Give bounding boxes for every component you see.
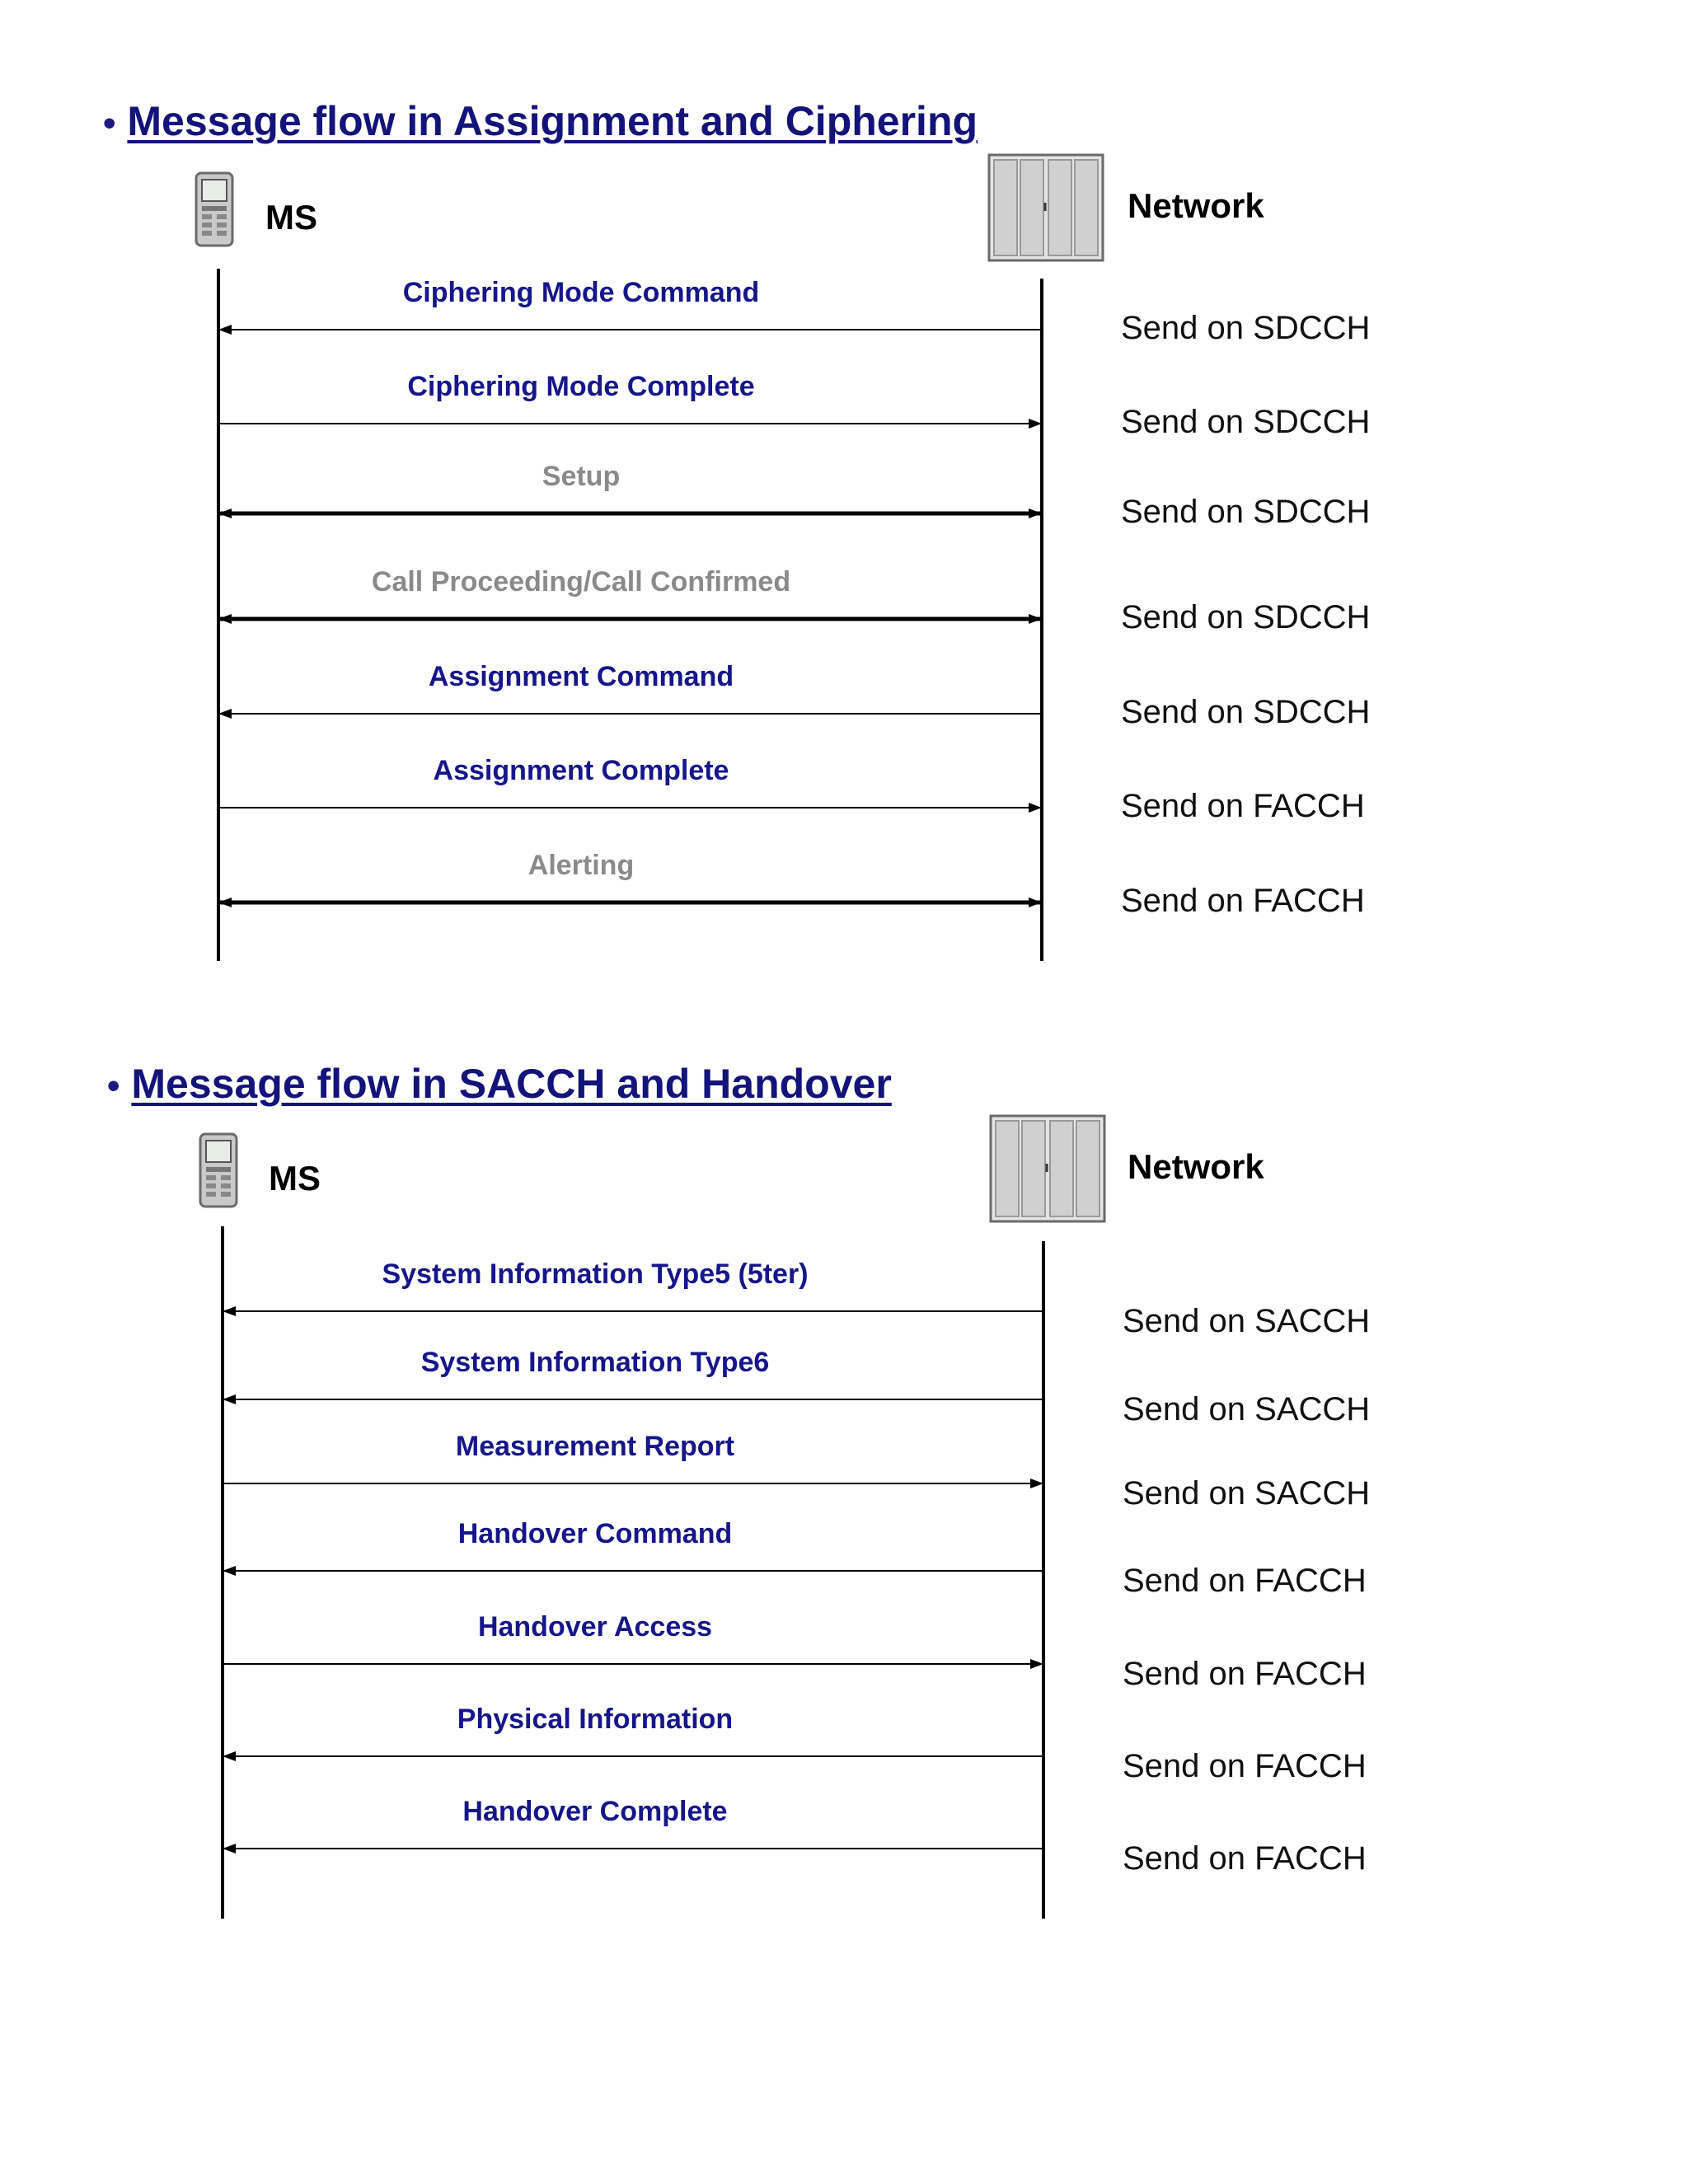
arrowhead-right xyxy=(1029,803,1042,813)
channel-label: Send on SACCH xyxy=(1123,1475,1371,1511)
channel-label: Send on FACCH xyxy=(1123,1656,1367,1692)
network-rack-icon xyxy=(989,1114,1106,1223)
message-arrow xyxy=(223,1303,1043,1319)
section-heading xyxy=(107,1060,892,1108)
message-label: Setup xyxy=(542,461,621,492)
arrowhead-left xyxy=(223,1566,236,1576)
bullet: • xyxy=(107,1066,120,1106)
network-rack-icon xyxy=(987,153,1104,262)
channel-label: Send on SACCH xyxy=(1123,1391,1371,1427)
message-label: Handover Access xyxy=(477,1611,713,1643)
message-arrow xyxy=(218,799,1042,816)
message-arrow xyxy=(218,611,1042,627)
message-arrow xyxy=(218,415,1042,432)
arrowhead-left xyxy=(218,709,232,719)
channel-label: Send on SDCCH xyxy=(1121,694,1371,730)
section-heading xyxy=(103,97,978,145)
arrowhead-left xyxy=(218,509,232,518)
channel-label: Send on SDCCH xyxy=(1121,310,1371,346)
network-lifeline xyxy=(1042,1241,1045,1919)
mobile-phone-icon xyxy=(195,171,234,247)
network-label: Network xyxy=(1128,1147,1264,1186)
channel-label: Send on SDCCH xyxy=(1121,599,1371,635)
channel-label: Send on SDCCH xyxy=(1121,404,1371,440)
arrowhead-left xyxy=(218,614,232,624)
message-label: Call Proceeding/Call Confirmed xyxy=(371,566,791,598)
ms-label: MS xyxy=(265,198,317,237)
message-label: Handover Complete xyxy=(462,1796,728,1827)
message-arrow xyxy=(223,1563,1043,1579)
channel-label: Send on FACCH xyxy=(1123,1563,1367,1599)
message-arrow xyxy=(223,1391,1043,1408)
message-arrow xyxy=(218,505,1042,522)
mobile-phone-icon xyxy=(199,1132,238,1208)
message-arrow xyxy=(223,1748,1043,1765)
message-label: Physical Information xyxy=(457,1704,734,1735)
arrowhead-left xyxy=(223,1844,236,1854)
message-label: Assignment Command xyxy=(428,661,734,692)
message-label: Alerting xyxy=(528,850,635,881)
message-label: System Information Type6 xyxy=(420,1347,770,1378)
section-title: Message flow in SACCH and Handover xyxy=(131,1061,892,1107)
arrowhead-right xyxy=(1029,898,1042,907)
arrowhead-left xyxy=(223,1394,236,1404)
arrowhead-right xyxy=(1030,1479,1043,1488)
message-arrow xyxy=(223,1475,1043,1492)
message-arrow xyxy=(223,1656,1043,1672)
message-arrow xyxy=(218,894,1042,911)
message-label: Measurement Report xyxy=(455,1431,735,1462)
channel-label: Send on SACCH xyxy=(1123,1303,1371,1339)
arrowhead-right xyxy=(1029,419,1042,429)
network-label: Network xyxy=(1128,186,1264,225)
arrowhead-right xyxy=(1030,1659,1043,1669)
channel-label: Send on FACCH xyxy=(1123,1840,1367,1877)
arrowhead-right xyxy=(1029,509,1042,518)
message-arrow xyxy=(223,1840,1043,1857)
message-arrow xyxy=(218,705,1042,722)
section-title: Message flow in Assignment and Ciphering xyxy=(127,98,978,144)
message-label: Ciphering Mode Complete xyxy=(407,371,755,402)
arrowhead-left xyxy=(218,898,232,907)
message-arrow xyxy=(218,321,1042,338)
channel-label: Send on FACCH xyxy=(1123,1748,1367,1784)
channel-label: Send on SDCCH xyxy=(1121,494,1371,530)
arrowhead-left xyxy=(223,1751,236,1761)
bullet: • xyxy=(103,103,116,143)
arrowhead-left xyxy=(218,325,232,335)
channel-label: Send on FACCH xyxy=(1121,788,1365,824)
arrowhead-right xyxy=(1029,614,1042,624)
ms-label: MS xyxy=(269,1159,321,1197)
arrowhead-left xyxy=(223,1306,236,1316)
message-label: Handover Command xyxy=(457,1518,733,1549)
message-label: System Information Type5 (5ter) xyxy=(382,1258,809,1290)
message-label: Assignment Complete xyxy=(433,755,729,786)
message-label: Ciphering Mode Command xyxy=(402,277,760,308)
channel-label: Send on FACCH xyxy=(1121,883,1365,919)
